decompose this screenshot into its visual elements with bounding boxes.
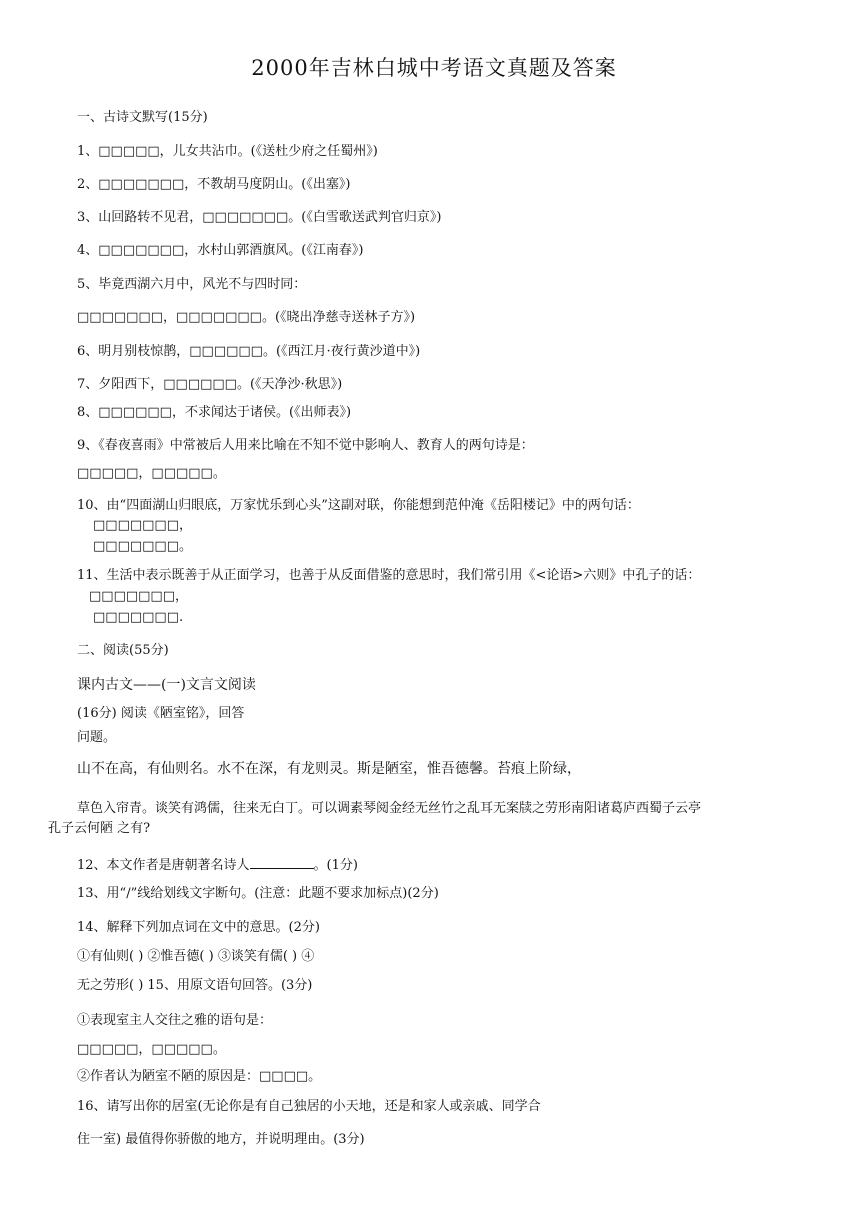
question-12 [77, 856, 358, 872]
section-heading-reading: 二、阅读(55分) [77, 643, 169, 658]
reading-instruction-cont: 问题。 [77, 730, 117, 745]
question-11-answer-2: □□□□□□□. [93, 610, 184, 625]
question-4: 4、□□□□□□□，水村山郭酒旗风。(《江南春》) [77, 243, 364, 258]
question-10-answer-1: □□□□□□□， [93, 518, 192, 533]
question-14-items-cont: 无之劳形( ) 15、用原文语句回答。(3分) [77, 978, 313, 993]
question-14-items: ①有仙则( ) ②惟吾德( ) ③谈笑有儒( ) ④ [77, 949, 315, 964]
question-13: 13、用“/”线给划线文字断句。(注意：此题不要求加标点)(2分) [77, 886, 439, 901]
question-14: 14、解释下列加点词在文中的意思。(2分) [77, 920, 320, 935]
question-9-answer: □□□□□，□□□□□。 [77, 466, 226, 481]
question-5-answer: □□□□□□□，□□□□□□□。(《晓出净慈寺送林子方》) [77, 310, 416, 325]
question-15-part-2: ②作者认为陋室不陋的原因是：□□□□。 [77, 1069, 322, 1084]
passage-line-3: 孔子云何陋 之有? [48, 821, 151, 836]
page-title: 2000年吉林白城中考语文真题及答案 [251, 56, 617, 80]
question-3: 3、山回路转不见君，□□□□□□□。(《白雪歌送武判官归京》) [77, 210, 442, 225]
question-2: 2、□□□□□□□，不教胡马度阴山。(《出塞》) [77, 177, 351, 192]
question-16-line-2: 住一室) 最值得你骄傲的地方，并说明理由。(3分) [77, 1132, 365, 1147]
question-7: 7、夕阳西下，□□□□□□。(《天净沙·秋思》) [77, 377, 343, 392]
question-6: 6、明月别枝惊鹊，□□□□□□。(《西江月·夜行黄沙道中》) [77, 344, 421, 359]
question-9-prompt: 9、《春夜喜雨》中常被后人用来比喻在不知不觉中影响人、教育人的两句诗是： [77, 438, 534, 453]
passage-line-1: 山不在高，有仙则名。水不在深，有龙则灵。斯是陋室，惟吾德馨。苔痕上阶绿， [77, 761, 581, 777]
question-15-answer-1: □□□□□，□□□□□。 [77, 1042, 226, 1057]
passage-line-2: 草色入帘青。谈笑有鸿儒，往来无白丁。可以调素琴阅金经无丝竹之乱耳无案牍之劳形南阳诸葛庐西蜀子云亭 [77, 801, 702, 816]
section-heading-poetry: 一、古诗文默写(15分) [77, 110, 208, 125]
question-15-part-1: ①表现室主人交往之雅的语句是： [77, 1013, 273, 1028]
reading-subheading: 课内古文——(一)文言文阅读 [77, 677, 256, 693]
question-10-answer-2: □□□□□□□。 [93, 539, 192, 554]
question-12-score: 。(1分) [313, 858, 358, 873]
question-16-line-1: 16、请写出你的居室(无论你是有自己独居的小天地，还是和家人或亲戚、同学合 [77, 1099, 541, 1114]
question-12-text: 12、本文作者是唐朝著名诗人 [77, 858, 250, 873]
question-5-prompt: 5、毕竟西湖六月中，风光不与四时同： [77, 277, 307, 292]
reading-instruction: (16分) 阅读《陋室铭》，回答 [77, 706, 245, 721]
question-8: 8、□□□□□□，不求闻达于诸侯。(《出师表》) [77, 405, 352, 420]
answer-blank [250, 856, 314, 869]
question-10-prompt: 10、由“四面湖山归眼底，万家忧乐到心头”这副对联，你能想到范仲淹《岳阳楼记》中的两句话： [77, 498, 640, 513]
question-1: 1、□□□□□，儿女共沾巾。(《送杜少府之任蜀州》) [77, 144, 378, 159]
question-11-prompt: 11、生活中表示既善于从正面学习，也善于从反面借鉴的意思时，我们常引用《<论语>六则》中孔子的话： [77, 568, 701, 583]
question-11-answer-1: □□□□□□□， [89, 589, 188, 604]
